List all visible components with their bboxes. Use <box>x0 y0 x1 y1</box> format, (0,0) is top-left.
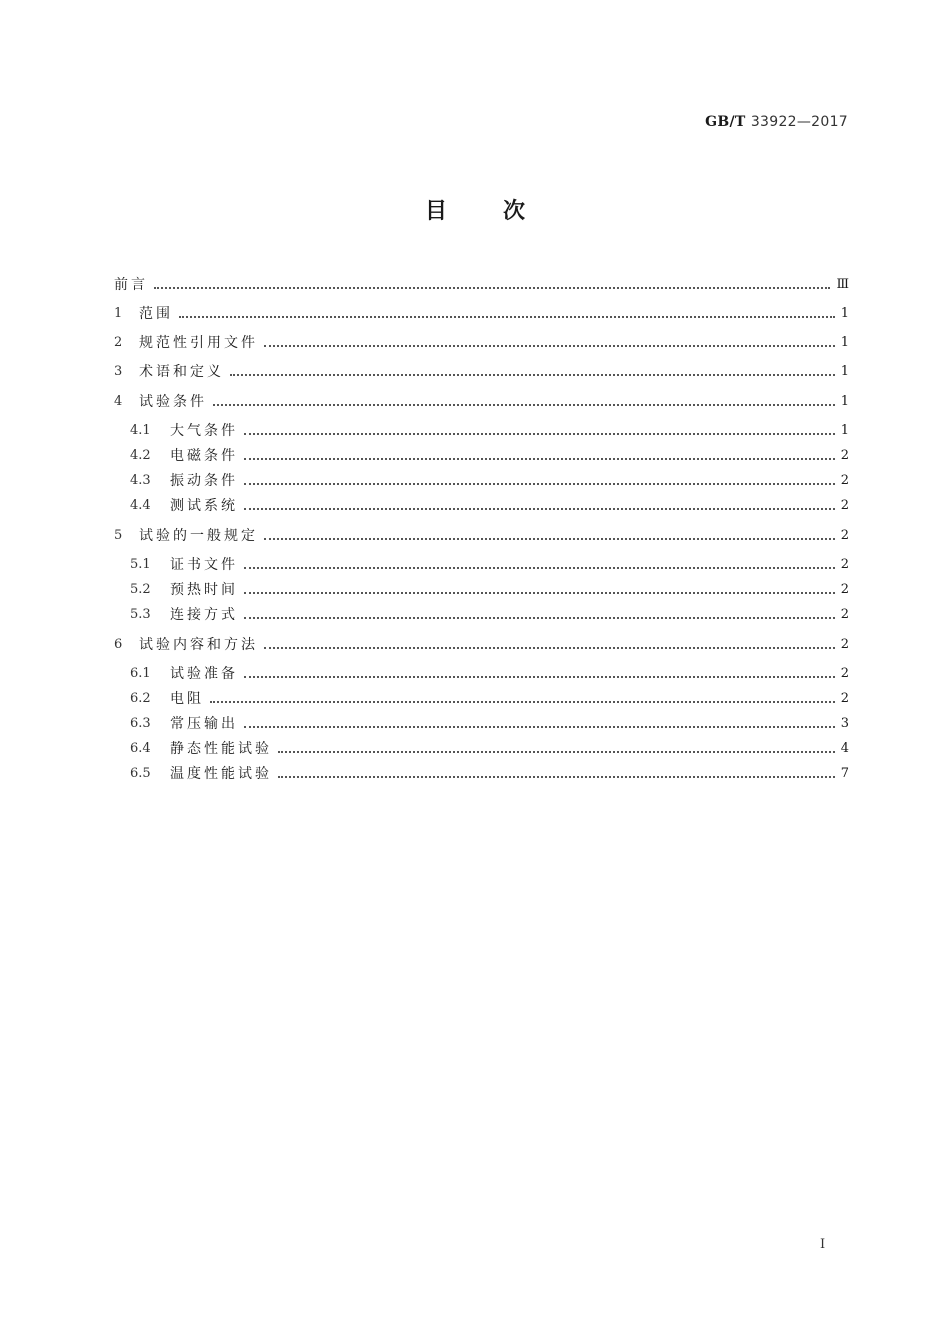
toc-entry-number: 2 <box>114 334 123 350</box>
toc-entry-number: 5.1 <box>130 556 151 572</box>
toc-entry-page: 2 <box>840 636 849 652</box>
toc-entry-5-1[interactable] <box>130 553 849 575</box>
toc-entry-page: 3 <box>840 715 849 731</box>
toc-entry-6[interactable] <box>114 633 849 655</box>
toc-entry-label: 温度性能试验 <box>170 766 272 782</box>
standard-code <box>705 114 848 130</box>
leader-dots <box>278 775 835 778</box>
toc-entry-4-3[interactable] <box>130 469 849 491</box>
toc-entry-page: 4 <box>840 740 849 756</box>
toc-entry-label: 术语和定义 <box>139 364 224 380</box>
toc-entry-number: 4.4 <box>130 497 151 513</box>
toc-entry-label: 大气条件 <box>170 423 238 439</box>
toc-entry-page: 1 <box>840 305 849 321</box>
toc-entry-5-3[interactable] <box>130 603 849 625</box>
toc-entry-number: 6.1 <box>130 665 151 681</box>
toc-entry-page: 2 <box>840 606 849 622</box>
toc-entry-label: 预热时间 <box>170 582 238 598</box>
toc-entry-label: 电磁条件 <box>170 448 238 464</box>
toc-entry-page: Ⅲ <box>836 276 849 292</box>
leader-dots <box>230 373 835 376</box>
toc-entry-page: 1 <box>840 422 849 438</box>
toc-entry-number: 6.2 <box>130 690 151 706</box>
toc-entry-number: 4 <box>114 393 123 409</box>
leader-dots <box>244 591 835 594</box>
toc-entry-number: 4.1 <box>130 422 151 438</box>
standard-number: 33922—2017 <box>750 114 848 130</box>
toc-entry-number: 5.2 <box>130 581 151 597</box>
toc-entry-1[interactable] <box>114 302 849 324</box>
toc-entry-label: 静态性能试验 <box>170 741 272 757</box>
toc-entry-5-2[interactable] <box>130 578 849 600</box>
toc-entry-4[interactable] <box>114 390 849 412</box>
toc-entry-page: 2 <box>840 556 849 572</box>
leader-dots <box>244 457 835 460</box>
toc-entry-label: 连接方式 <box>170 607 238 623</box>
toc-title-char-2: 次 <box>503 199 526 224</box>
toc-entry-number: 4.3 <box>130 472 151 488</box>
standard-prefix: GB/T <box>705 114 746 130</box>
toc-entry-number: 4.2 <box>130 447 151 463</box>
leader-dots <box>244 616 835 619</box>
toc-entry-page: 7 <box>840 765 849 781</box>
toc-title-char-1: 目 <box>424 199 447 224</box>
toc-entry-number: 5.3 <box>130 606 151 622</box>
toc-entry-label: 振动条件 <box>170 473 238 489</box>
toc-entry-6-3[interactable] <box>130 712 849 734</box>
toc-entry-page: 2 <box>840 497 849 513</box>
leader-dots <box>244 432 835 435</box>
leader-dots <box>213 403 835 406</box>
leader-dots <box>179 315 835 318</box>
toc-entry-6-1[interactable] <box>130 662 849 684</box>
toc-entry-preface[interactable] <box>114 273 849 295</box>
toc-entry-label: 常压输出 <box>170 716 238 732</box>
toc-entry-page: 2 <box>840 472 849 488</box>
leader-dots <box>244 482 835 485</box>
toc-entry-page: 1 <box>840 363 849 379</box>
toc-entry-label: 试验条件 <box>139 394 207 410</box>
toc-entry-6-2[interactable] <box>130 687 849 709</box>
toc-entry-label: 试验准备 <box>170 666 238 682</box>
toc-entry-label: 前言 <box>114 277 148 293</box>
toc-entry-3[interactable] <box>114 360 849 382</box>
toc-entry-page: 2 <box>840 690 849 706</box>
leader-dots <box>264 344 835 347</box>
toc-entry-label: 证书文件 <box>170 557 238 573</box>
toc-entry-6-4[interactable] <box>130 737 849 759</box>
toc-entry-number: 3 <box>114 363 123 379</box>
toc-entry-number: 1 <box>114 305 123 321</box>
toc-title <box>0 194 950 225</box>
leader-dots <box>244 566 835 569</box>
leader-dots <box>154 286 830 289</box>
toc-entry-label: 试验内容和方法 <box>139 637 258 653</box>
toc-entry-5[interactable] <box>114 524 849 546</box>
page-number: I <box>820 1237 826 1252</box>
toc-entry-4-2[interactable] <box>130 444 849 466</box>
toc-entry-number: 5 <box>114 527 123 543</box>
toc-entry-page: 1 <box>840 334 849 350</box>
toc-entry-number: 6.5 <box>130 765 151 781</box>
leader-dots <box>244 507 835 510</box>
toc-entry-2[interactable] <box>114 331 849 353</box>
toc-entry-page: 1 <box>840 393 849 409</box>
toc-entry-number: 6 <box>114 636 123 652</box>
toc-entry-page: 2 <box>840 665 849 681</box>
toc-entry-label: 测试系统 <box>170 498 238 514</box>
toc-entry-page: 2 <box>840 447 849 463</box>
toc-entry-label: 范围 <box>139 306 173 322</box>
toc-entry-label: 试验的一般规定 <box>139 528 258 544</box>
leader-dots <box>210 700 835 703</box>
leader-dots <box>264 646 835 649</box>
toc-entry-label: 规范性引用文件 <box>139 335 258 351</box>
toc-entry-4-1[interactable] <box>130 419 849 441</box>
toc-entry-6-5[interactable] <box>130 762 849 784</box>
toc-entry-label: 电阻 <box>170 691 204 707</box>
leader-dots <box>264 537 835 540</box>
toc-entry-number: 6.3 <box>130 715 151 731</box>
toc-entry-page: 2 <box>840 527 849 543</box>
toc-entry-number: 6.4 <box>130 740 151 756</box>
leader-dots <box>278 750 835 753</box>
toc-entry-4-4[interactable] <box>130 494 849 516</box>
toc-entry-page: 2 <box>840 581 849 597</box>
leader-dots <box>244 725 835 728</box>
leader-dots <box>244 675 835 678</box>
